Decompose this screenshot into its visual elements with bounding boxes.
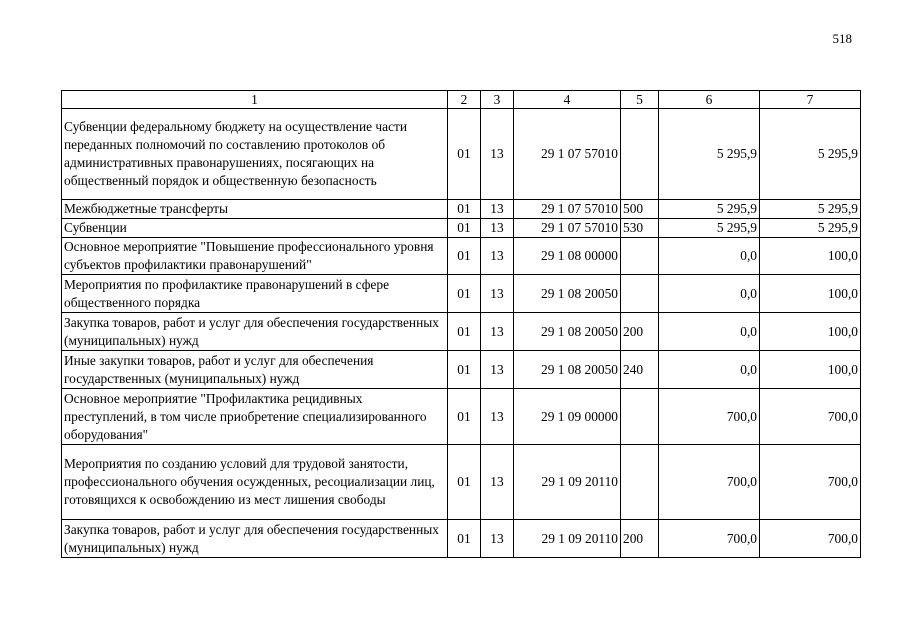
row-amount-col7: 700,0 xyxy=(760,520,861,558)
row-amount-col7: 700,0 xyxy=(760,445,861,520)
row-subsection: 13 xyxy=(481,445,514,520)
row-amount-col6: 0,0 xyxy=(659,351,760,389)
row-amount-col6: 5 295,9 xyxy=(659,219,760,238)
row-amount-col7: 100,0 xyxy=(760,275,861,313)
row-target-code: 29 1 09 20110 xyxy=(514,445,621,520)
row-section: 01 xyxy=(448,275,481,313)
table-row xyxy=(62,219,861,238)
row-expense-type: 240 xyxy=(621,351,659,389)
row-target-code: 29 1 07 57010 xyxy=(514,219,621,238)
row-target-code: 29 1 08 20050 xyxy=(514,351,621,389)
row-name: Основное мероприятие "Профилактика рецидивных преступлений, в том числе приобретение специализированного оборудования" xyxy=(62,389,448,445)
header-col-3: 3 xyxy=(481,91,514,109)
row-amount-col7: 100,0 xyxy=(760,313,861,351)
table-row xyxy=(62,520,861,558)
table-row xyxy=(62,313,861,351)
row-amount-col7: 100,0 xyxy=(760,238,861,275)
row-amount-col6: 5 295,9 xyxy=(659,109,760,200)
row-amount-col6: 5 295,9 xyxy=(659,200,760,219)
row-target-code: 29 1 08 20050 xyxy=(514,313,621,351)
row-subsection: 13 xyxy=(481,389,514,445)
table-row xyxy=(62,445,861,520)
table-row xyxy=(62,351,861,389)
row-subsection: 13 xyxy=(481,520,514,558)
row-name: Мероприятия по созданию условий для трудовой занятости, профессионального обучения осужденных, ресоциализации лиц, готовящихся к освобождению из мест лишения свободы xyxy=(62,445,448,520)
row-subsection: 13 xyxy=(481,238,514,275)
row-section: 01 xyxy=(448,389,481,445)
row-name: Субвенции xyxy=(62,219,448,238)
table-row xyxy=(62,109,861,200)
row-section: 01 xyxy=(448,520,481,558)
row-expense-type xyxy=(621,445,659,520)
row-amount-col6: 700,0 xyxy=(659,445,760,520)
row-expense-type: 200 xyxy=(621,520,659,558)
table-row xyxy=(62,389,861,445)
row-section: 01 xyxy=(448,219,481,238)
row-amount-col6: 0,0 xyxy=(659,313,760,351)
row-name: Межбюджетные трансферты xyxy=(62,200,448,219)
row-section: 01 xyxy=(448,313,481,351)
row-section: 01 xyxy=(448,445,481,520)
row-section: 01 xyxy=(448,238,481,275)
row-subsection: 13 xyxy=(481,313,514,351)
table-row xyxy=(62,275,861,313)
row-section: 01 xyxy=(448,109,481,200)
budget-table xyxy=(61,90,861,558)
row-subsection: 13 xyxy=(481,109,514,200)
header-col-5: 5 xyxy=(621,91,659,109)
row-name: Иные закупки товаров, работ и услуг для обеспечения государственных (муниципальных) нужд xyxy=(62,351,448,389)
row-amount-col7: 100,0 xyxy=(760,351,861,389)
header-col-1: 1 xyxy=(62,91,448,109)
row-expense-type: 500 xyxy=(621,200,659,219)
row-subsection: 13 xyxy=(481,200,514,219)
row-amount-col6: 0,0 xyxy=(659,275,760,313)
row-target-code: 29 1 07 57010 xyxy=(514,109,621,200)
row-amount-col6: 700,0 xyxy=(659,389,760,445)
row-target-code: 29 1 08 20050 xyxy=(514,275,621,313)
row-target-code: 29 1 07 57010 xyxy=(514,200,621,219)
row-target-code: 29 1 09 00000 xyxy=(514,389,621,445)
header-col-7: 7 xyxy=(760,91,861,109)
row-target-code: 29 1 09 20110 xyxy=(514,520,621,558)
row-amount-col6: 700,0 xyxy=(659,520,760,558)
row-expense-type: 200 xyxy=(621,313,659,351)
header-col-4: 4 xyxy=(514,91,621,109)
header-col-2: 2 xyxy=(448,91,481,109)
row-subsection: 13 xyxy=(481,351,514,389)
row-amount-col6: 0,0 xyxy=(659,238,760,275)
row-amount-col7: 5 295,9 xyxy=(760,200,861,219)
row-amount-col7: 700,0 xyxy=(760,389,861,445)
row-name: Субвенции федеральному бюджету на осуществление части переданных полномочий по составлению протоколов об административных правонарушениях, посягающих на общественный порядок и общественную безопасность xyxy=(62,109,448,200)
row-name: Закупка товаров, работ и услуг для обеспечения государственных (муниципальных) нужд xyxy=(62,313,448,351)
row-expense-type xyxy=(621,389,659,445)
row-expense-type: 530 xyxy=(621,219,659,238)
row-expense-type xyxy=(621,238,659,275)
row-expense-type xyxy=(621,109,659,200)
row-section: 01 xyxy=(448,200,481,219)
row-name: Закупка товаров, работ и услуг для обеспечения государственных (муниципальных) нужд xyxy=(62,520,448,558)
row-amount-col7: 5 295,9 xyxy=(760,109,861,200)
row-amount-col7: 5 295,9 xyxy=(760,219,861,238)
row-name: Мероприятия по профилактике правонарушений в сфере общественного порядка xyxy=(62,275,448,313)
header-row xyxy=(62,91,861,109)
row-name: Основное мероприятие "Повышение профессионального уровня субъектов профилактики правонарушений" xyxy=(62,238,448,275)
row-target-code: 29 1 08 00000 xyxy=(514,238,621,275)
row-section: 01 xyxy=(448,351,481,389)
table-row xyxy=(62,238,861,275)
page-number: 518 xyxy=(832,31,852,46)
header-col-6: 6 xyxy=(659,91,760,109)
row-subsection: 13 xyxy=(481,219,514,238)
row-subsection: 13 xyxy=(481,275,514,313)
table-row xyxy=(62,200,861,219)
row-expense-type xyxy=(621,275,659,313)
